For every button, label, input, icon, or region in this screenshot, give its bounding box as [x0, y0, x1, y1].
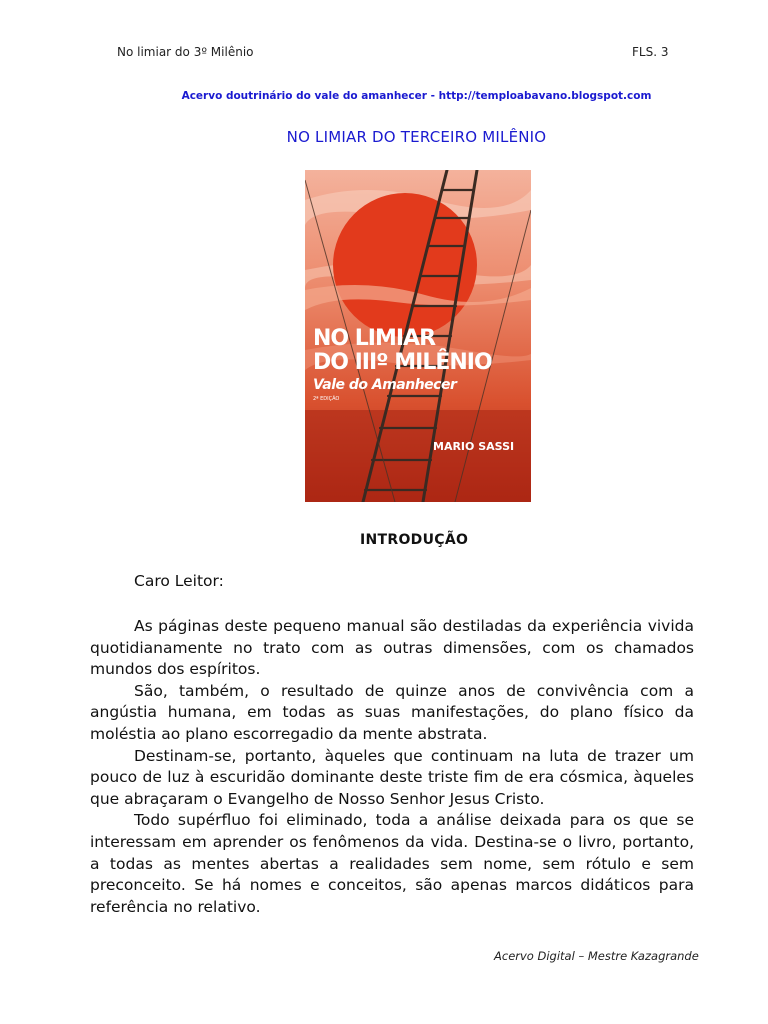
- paragraph: As páginas deste pequeno manual são destiladas da experiência vivida quotidianamente no trato com as outras dimensões, com os chamados mundos dos espíritos.: [90, 617, 694, 679]
- source-line: Acervo doutrinário do vale do amanhecer - http://temploabavano.blogspot.com: [181, 90, 652, 102]
- page-number: FLS. 3: [632, 45, 669, 59]
- cover-title-line1: NO LIMIAR: [313, 326, 436, 351]
- section-heading: INTRODUÇÃO: [360, 532, 469, 548]
- paragraph: São, também, o resultado de quinze anos de convivência com a angústia humana, em todas as suas manifestações, do plano físico da moléstia ao plano escorregadio da mente abstrata.: [90, 681, 694, 743]
- paragraph: Destinam-se, portanto, àqueles que continuam na luta de trazer um pouco de luz à escuridão dominante deste triste fim de era cósmica, àqueles que abraçaram o Evangelho de Nosso Senhor Jesus Cristo.: [90, 746, 694, 808]
- footer-credit: Acervo Digital – Mestre Kazagrande: [494, 949, 699, 963]
- book-cover-image: [305, 170, 531, 502]
- document-title: NO LIMIAR DO TERCEIRO MILÊNIO: [286, 128, 547, 146]
- paragraph: Todo supérfluo foi eliminado, toda a análise deixada para os que se interessam em aprender os fenômenos da vida. Destina-se o livro, portanto, a todas as mentes abertas a realidades sem nome, sem rótulo e sem preconceito. Se há nomes e conceitos, são apenas marcos didáticos para referência no relativo.: [90, 811, 694, 916]
- introduction-body: [90, 616, 694, 918]
- cover-title-line2: DO IIIº MILÊNIO: [313, 350, 492, 375]
- cover-subtitle: Vale do Amanhecer: [313, 377, 457, 393]
- running-header-title: No limiar do 3º Milênio: [117, 45, 254, 59]
- greeting: Caro Leitor:: [134, 572, 224, 590]
- cover-author: MARIO SASSI: [433, 440, 515, 453]
- cover-edition: 2ª EDIÇÃO: [313, 396, 340, 402]
